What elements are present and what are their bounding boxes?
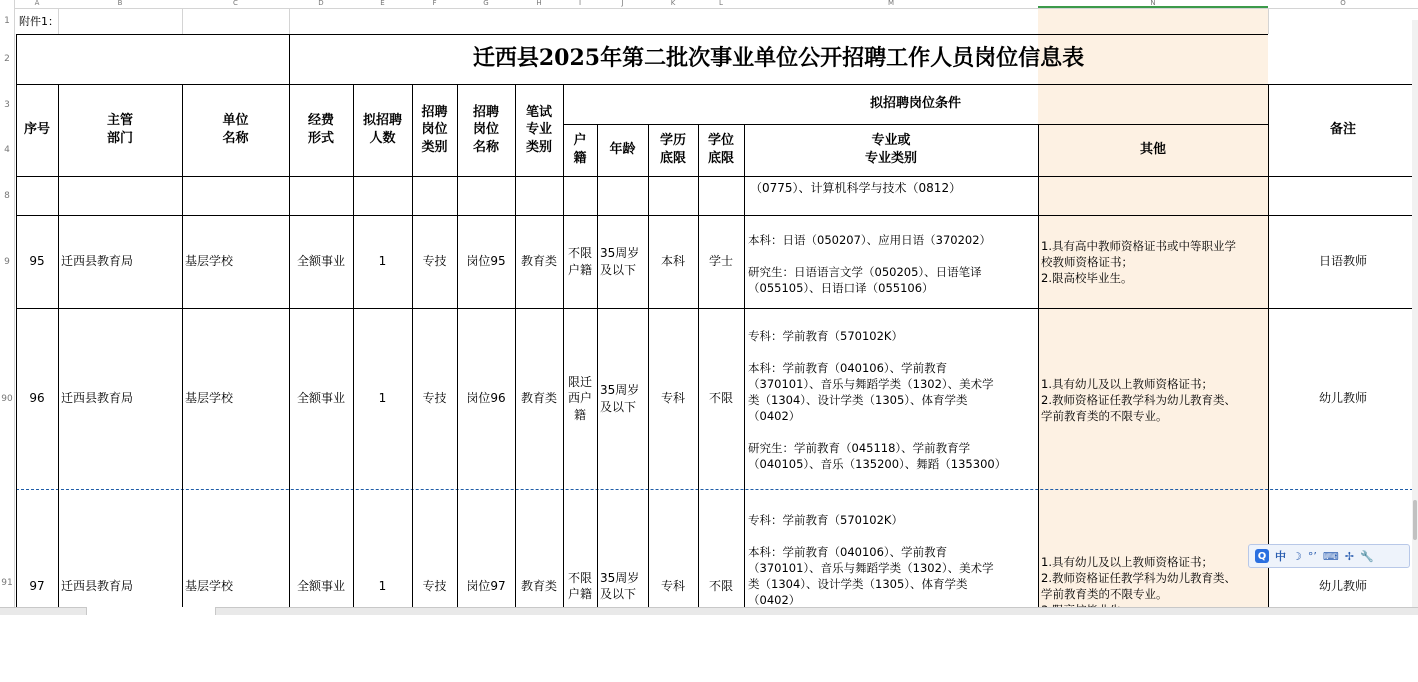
- cell-major[interactable]: 专科：学前教育（570102K） 本科：学前教育（040106）、学前教育 （370101）、音乐与舞蹈学类（1302）、美术学 类（1304）、设计学类（1305）、体育学类 （0402）: [748, 513, 994, 607]
- cell-funding[interactable]: 全额事业: [296, 578, 345, 593]
- cell-post-type[interactable]: 专技: [422, 578, 447, 593]
- col-letter-h[interactable]: H: [536, 0, 542, 7]
- col-letter-n[interactable]: N: [1150, 0, 1156, 7]
- cell-dept[interactable]: 迁西县教育局: [61, 578, 134, 593]
- ime-logo-icon[interactable]: Q: [1255, 549, 1269, 563]
- header-seq[interactable]: 序号: [23, 122, 50, 138]
- partial-row-major[interactable]: （0775）、计算机科学与技术（0812）: [750, 180, 962, 195]
- header-funding[interactable]: 经费 形式: [307, 113, 334, 146]
- col-letter-b[interactable]: B: [117, 0, 123, 7]
- cell-age[interactable]: 35周岁 及以下: [600, 246, 640, 277]
- cell-unit[interactable]: 基层学校: [185, 578, 234, 593]
- header-huji[interactable]: 户 籍: [573, 133, 587, 166]
- col-letter-o[interactable]: O: [1340, 0, 1346, 7]
- cell-dept[interactable]: 迁西县教育局: [61, 391, 134, 406]
- cell-degree[interactable]: 学士: [708, 254, 733, 269]
- cell-post-name[interactable]: 岗位95: [466, 254, 506, 269]
- header-remark[interactable]: 备注: [1329, 122, 1356, 138]
- cell-funding[interactable]: 全额事业: [296, 391, 345, 406]
- col-letter-l[interactable]: L: [719, 0, 723, 7]
- header-post-name[interactable]: 招聘 岗位 名称: [472, 104, 499, 155]
- page-title: 迁西县2025年第二批次事业单位公开招聘工作人员岗位信息表: [472, 45, 1085, 72]
- vertical-scrollbar-thumb[interactable]: [1413, 500, 1417, 540]
- cell-huji[interactable]: 不限 户籍: [567, 246, 592, 277]
- cell-other[interactable]: 1.具有幼儿及以上教师资格证书； 2.教师资格证任教学科为幼儿教育类、 学前教育类的不限专业。: [1041, 555, 1236, 601]
- cell-degree[interactable]: 不限: [708, 391, 733, 406]
- cell-huji[interactable]: 不限 户籍: [567, 570, 592, 601]
- row-number-3[interactable]: 3: [4, 100, 10, 110]
- header-exam[interactable]: 笔试 专业 类别: [525, 104, 552, 155]
- col-letter-a[interactable]: A: [34, 0, 40, 7]
- cell-post-type[interactable]: 专技: [422, 391, 447, 406]
- cell-unit[interactable]: 基层学校: [185, 254, 234, 269]
- header-dept[interactable]: 主管 部门: [106, 113, 133, 146]
- col-letter-g[interactable]: G: [483, 0, 489, 7]
- header-count[interactable]: 拟招聘 人数: [362, 113, 402, 146]
- row-number-8[interactable]: 8: [4, 191, 10, 201]
- row-number-4[interactable]: 4: [4, 145, 10, 155]
- row-number-2[interactable]: 2: [4, 54, 10, 64]
- moon-icon[interactable]: ☽: [1292, 549, 1302, 563]
- tools-icon[interactable]: ✢: [1344, 549, 1354, 563]
- cell-exam[interactable]: 教育类: [520, 254, 557, 269]
- cell-major[interactable]: 专科：学前教育（570102K） 本科：学前教育（040106）、学前教育 （370101）、音乐与舞蹈学类（1302）、美术学 类（1304）、设计学类（1305）、体育学类 （0402） 研究生：学前教育（045118）、学前教育学 （040105）、音乐（135200）、舞蹈（135300）: [748, 329, 1007, 471]
- cell-count[interactable]: 1: [378, 254, 387, 269]
- cell-remark[interactable]: 幼儿教师: [1318, 391, 1367, 406]
- row-number-9[interactable]: 9: [4, 257, 10, 267]
- col-letter-k[interactable]: K: [670, 0, 676, 7]
- col-letter-f[interactable]: F: [432, 0, 437, 7]
- cell-post-name[interactable]: 岗位96: [466, 391, 506, 406]
- col-letter-i[interactable]: I: [578, 0, 582, 7]
- cell-count[interactable]: 1: [378, 391, 387, 406]
- cell-major[interactable]: 本科：日语（050207）、应用日语（370202） 研究生：日语语言文学（050205）、日语笔译 （055105）、日语口译（055106）: [748, 233, 992, 295]
- cell-edu[interactable]: 专科: [660, 391, 685, 406]
- ime-chinese-toggle[interactable]: 中: [1275, 550, 1286, 563]
- col-letter-m[interactable]: M: [887, 0, 895, 7]
- cell-post-name[interactable]: 岗位97: [466, 578, 506, 593]
- cell-age[interactable]: 35周岁 及以下: [600, 570, 640, 601]
- header-other[interactable]: 其他: [1139, 142, 1166, 158]
- cell-dept[interactable]: 迁西县教育局: [61, 254, 134, 269]
- keyboard-icon[interactable]: ⌨: [1322, 549, 1339, 563]
- cell-seq[interactable]: 95: [29, 254, 45, 269]
- cell-remark[interactable]: 幼儿教师: [1318, 578, 1367, 593]
- cell-seq[interactable]: 97: [29, 578, 45, 593]
- punctuation-icon[interactable]: °’: [1307, 549, 1317, 563]
- cell-count[interactable]: 1: [378, 578, 387, 593]
- cell-degree[interactable]: 不限: [708, 578, 733, 593]
- cell-post-type[interactable]: 专技: [422, 254, 447, 269]
- header-degree[interactable]: 学位 底限: [707, 133, 734, 166]
- header-edu[interactable]: 学历 底限: [659, 133, 686, 166]
- header-major[interactable]: 专业或 专业类别: [864, 133, 917, 166]
- col-letter-d[interactable]: D: [318, 0, 324, 7]
- header-post-type[interactable]: 招聘 岗位 类别: [421, 104, 448, 155]
- cell-age[interactable]: 35周岁 及以下: [600, 383, 640, 414]
- header-conditions[interactable]: 拟招聘岗位条件: [869, 96, 961, 112]
- cell-exam[interactable]: 教育类: [520, 578, 557, 593]
- ime-toolbar[interactable]: [1248, 544, 1410, 568]
- col-letter-e[interactable]: E: [380, 0, 385, 7]
- col-letter-c[interactable]: C: [233, 0, 238, 7]
- cell-edu[interactable]: 本科: [660, 254, 685, 269]
- wrench-icon[interactable]: 🔧: [1359, 549, 1374, 563]
- cell-remark[interactable]: 日语教师: [1318, 254, 1367, 269]
- cell-exam[interactable]: 教育类: [520, 391, 557, 406]
- cell-huji[interactable]: 限迁 西户 籍: [567, 375, 592, 422]
- cell-seq[interactable]: 96: [29, 391, 45, 406]
- sheet-tab-active[interactable]: [86, 607, 216, 615]
- cell-other[interactable]: 1.具有幼儿及以上教师资格证书； 2.教师资格证任教学科为幼儿教育类、 学前教育类的不限专业。: [1041, 377, 1236, 423]
- attachment-label: 附件1：: [19, 14, 59, 28]
- row-number-91[interactable]: 91: [1, 578, 13, 588]
- cell-unit[interactable]: 基层学校: [185, 391, 234, 406]
- row-number-1[interactable]: 1: [4, 16, 10, 26]
- cell-edu[interactable]: 专科: [660, 578, 685, 593]
- header-age[interactable]: 年龄: [609, 142, 636, 158]
- row-number-90[interactable]: 90: [1, 394, 13, 404]
- col-letter-j[interactable]: J: [621, 0, 624, 7]
- cell-other[interactable]: 1.具有高中教师资格证书或中等职业学 校教师资格证书； 2.限高校毕业生。: [1041, 239, 1236, 285]
- cell-funding[interactable]: 全额事业: [296, 254, 345, 269]
- header-unit[interactable]: 单位 名称: [222, 113, 249, 146]
